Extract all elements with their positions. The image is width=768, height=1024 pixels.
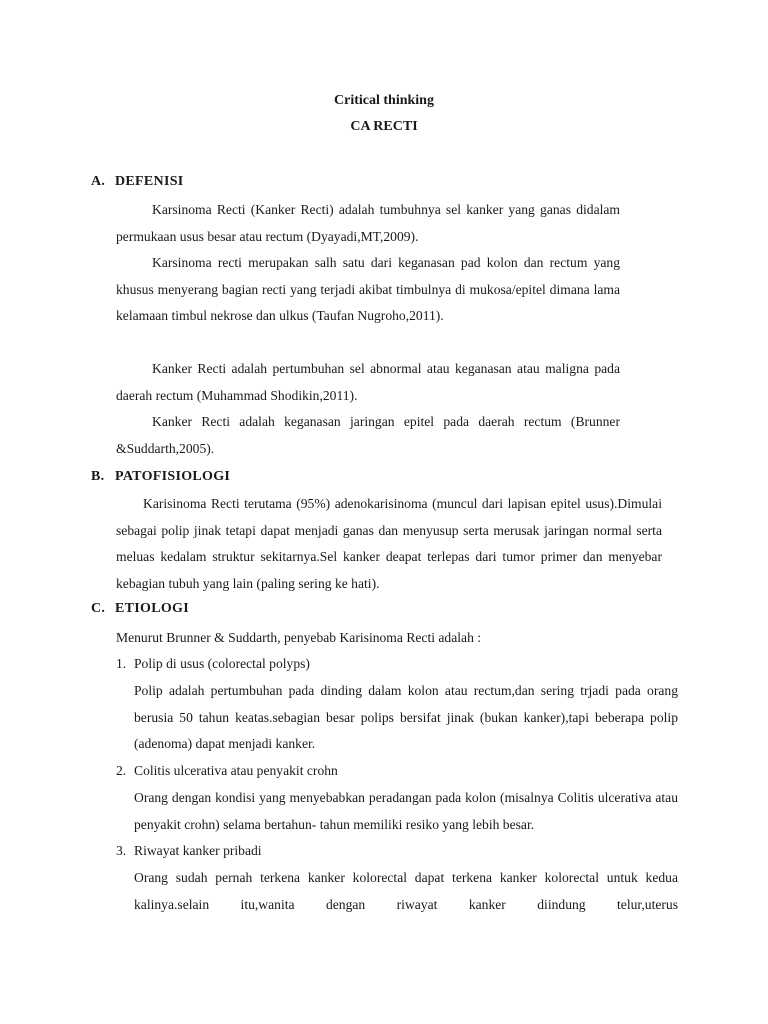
etiology-item-1-text: Polip adalah pertumbuhan pada dinding dalam kolon atau rectum,dan sering trjadi pada orang berusia 50 tahun keatas.sebagian besar polips bersifat jinak (bukan kanker),tapi beberapa polip (adenoma) dapat menjadi kanker.	[134, 683, 678, 751]
section-c-title: ETIOLOGI	[115, 601, 189, 616]
section-b-title: PATOFISIOLOGI	[115, 469, 231, 484]
etiology-item-2-number: 2.	[116, 763, 127, 778]
section-b-paragraph: Karisinoma Recti terutama (95%) adenokarisinoma (muncul dari lapisan epitel usus).Dimulai sebagai polip jinak tetapi dapat menjadi ganas dan menyusup serta merusak jaringan normal serta meluas kedalam struktur sekitarnya.Sel kanker deapat terlepas dari tumor primer dan menyebar kebagian tubuh yang lain (paling sering ke hati).	[116, 496, 662, 591]
section-a-paragraph-3: Kanker Recti adalah pertumbuhan sel abnormal atau keganasan atau maligna pada daerah rectum (Muhammad Shodikin,2011).	[116, 361, 620, 403]
etiology-item-3-text: Orang sudah pernah terkena kanker kolorectal dapat terkena kanker kolorectal untuk kedua kalinya.selain itu,wanita dengan riwayat kanker diindung telur,uterus	[134, 870, 678, 912]
etiology-item-2-title	[116, 763, 338, 779]
section-a-letter: A.	[91, 174, 106, 189]
section-a-paragraph-4: Kanker Recti adalah keganasan jaringan epitel pada daerah rectum (Brunner &Suddarth,2005).	[116, 414, 620, 456]
section-c-heading	[91, 601, 189, 617]
etiology-item-1-label: Polip di usus (colorectal polyps)	[134, 656, 310, 671]
section-b-letter: B.	[91, 469, 105, 484]
section-b-heading	[91, 469, 230, 485]
etiology-item-3-label: Riwayat kanker pribadi	[134, 843, 262, 858]
section-c-letter: C.	[91, 601, 106, 616]
etiology-item-3-number: 3.	[116, 843, 127, 858]
etiology-item-2-text: Orang dengan kondisi yang menyebabkan peradangan pada kolon (misalnya Colitis ulcerativa atau penyakit crohn) selama bertahun- tahun memiliki resiko yang lebih besar.	[134, 790, 678, 832]
section-a-paragraph-1: Karsinoma Recti (Kanker Recti) adalah tumbuhnya sel kanker yang ganas didalam permukaan usus besar atau rectum (Dyayadi,MT,2009).	[116, 202, 620, 244]
etiology-item-1-number: 1.	[116, 656, 127, 671]
document-subtitle: CA RECTI	[350, 119, 418, 134]
etiology-item-3-title	[116, 843, 262, 859]
document-title: Critical thinking	[334, 93, 434, 108]
section-a-paragraph-2: Karsinoma recti merupakan salh satu dari keganasan pad kolon dan rectum yang khusus menyerang bagian recti yang terjadi akibat timbulnya di mukosa/epitel dimana lama kelamaan timbul nekrose dan ulkus (Taufan Nugroho,2011).	[116, 255, 620, 323]
section-a-title: DEFENISI	[115, 174, 184, 189]
etiology-item-2-label: Colitis ulcerativa atau penyakit crohn	[134, 763, 338, 778]
etiology-item-1-title	[116, 656, 310, 672]
section-a-heading	[91, 174, 184, 190]
section-c-intro: Menurut Brunner & Suddarth, penyebab Karisinoma Recti adalah :	[116, 630, 482, 645]
